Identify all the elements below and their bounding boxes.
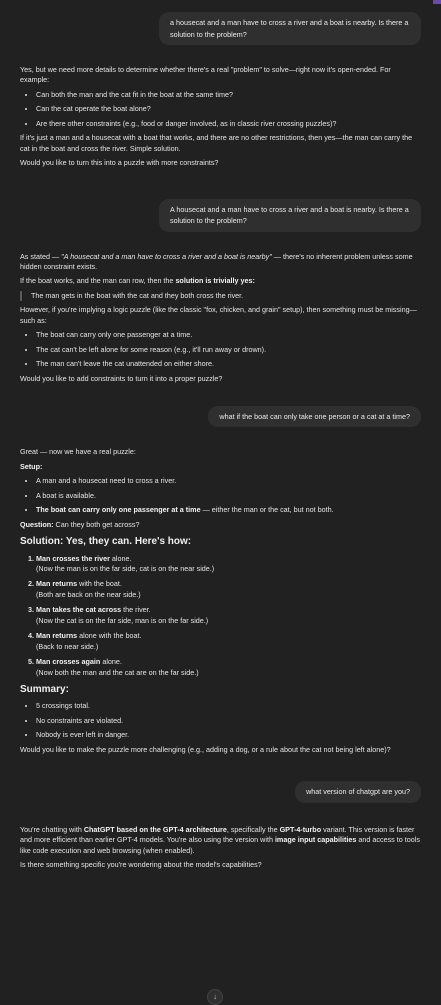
conversation xyxy=(20,8,421,874)
list-item: • Are there other constraints (e.g., food or danger involved, as in classic river crossing puzzles)? xyxy=(36,119,421,129)
list-item: • Can the cat operate the boat alone? xyxy=(36,104,421,114)
step-item xyxy=(36,554,421,575)
text-span: alone. xyxy=(109,553,132,563)
user-message-row xyxy=(20,781,421,803)
assistant-paragraph: Yes, but we need more details to determine whether there's a real "problem" to solve—right now it's open-ended. For example: xyxy=(20,65,391,85)
assistant-paragraph xyxy=(20,520,421,530)
step-item xyxy=(36,631,421,652)
steps-list xyxy=(20,554,421,678)
list-item: • Nobody is ever left in danger. xyxy=(36,730,421,740)
text-span: If the boat works, and the man can row, then the xyxy=(20,276,176,286)
user-message-bubble: A housecat and a man have to cross a river and a boat is nearby. Is there a solution to the problem? xyxy=(159,199,421,232)
bold-text: Man returns xyxy=(36,631,78,641)
bold-text: Man returns xyxy=(36,579,78,589)
list-item: • The cat can't be left alone for some reason (e.g., it'll run away or drown). xyxy=(36,345,421,355)
assistant-paragraph xyxy=(20,462,421,472)
list-item: • A man and a housecat need to cross a river. xyxy=(36,476,421,486)
assistant-paragraph: If it's just a man and a housecat with a boat that works, and there are no other restrictions, then yes—the man can carry the cat in the boat and cross the river. Simple solution. xyxy=(20,133,413,153)
arrow-down-icon: ↓ xyxy=(213,992,217,1001)
user-message-row xyxy=(20,12,421,45)
assistant-message xyxy=(20,65,421,169)
assistant-paragraph: Would you like to add constraints to turn it into a proper puzzle? xyxy=(20,373,223,383)
step-note: (Both are back on the near side.) xyxy=(36,589,141,599)
bold-text: solution is trivially yes: xyxy=(175,276,255,286)
assistant-message xyxy=(20,252,421,384)
text-span: As stated — xyxy=(20,251,62,261)
assistant-list xyxy=(20,330,421,369)
text-span: Can they both get across? xyxy=(53,519,140,529)
assistant-paragraph: Great — now we have a real puzzle: xyxy=(20,447,136,457)
assistant-message xyxy=(20,447,421,755)
bold-text: Man crosses the river xyxy=(36,553,110,563)
assistant-paragraph: Is there something specific you're wondering about the model's capabilities? xyxy=(20,860,262,870)
assistant-paragraph: Would you like to turn this into a puzzle with more constraints? xyxy=(20,158,219,168)
bold-text: image input capabilities xyxy=(274,835,357,845)
assistant-paragraph xyxy=(20,825,421,856)
user-message-bubble: what version of chatgpt are you? xyxy=(295,781,421,803)
assistant-message xyxy=(20,825,421,871)
bold-text: ChatGPT based on the GPT-4 architecture xyxy=(83,824,227,834)
scroll-down-button[interactable] xyxy=(207,989,223,1005)
scrollbar-accent xyxy=(433,0,441,4)
list-item: • The man can't leave the cat unattended on either shore. xyxy=(36,359,421,369)
user-message-row xyxy=(20,406,421,428)
step-item xyxy=(36,605,421,626)
italic-quote: "A housecat and a man have to cross a river and a boat is nearby" xyxy=(61,251,272,261)
text-span: with the boat. xyxy=(77,579,122,589)
text-span: the river. xyxy=(121,605,151,615)
list-item: • The boat can carry only one passenger at a time. xyxy=(36,330,421,340)
text-span: alone. xyxy=(100,657,122,667)
bold-text: GPT-4-turbo xyxy=(279,824,322,834)
assistant-paragraph xyxy=(20,276,421,286)
blockquote: The man gets in the boat with the cat and they both cross the river. xyxy=(20,291,421,301)
step-note: (Now the cat is on the far side, man is on the far side.) xyxy=(36,615,209,625)
top-bar xyxy=(0,0,441,6)
step-item xyxy=(36,657,421,678)
step-item xyxy=(36,579,421,600)
setup-list xyxy=(20,476,421,515)
assistant-paragraph: However, if you're implying a logic puzzle (like the classic "fox, chicken, and grain" setup), then something must be missing—such as: xyxy=(20,305,417,325)
list-item: • No constraints are violated. xyxy=(36,716,421,726)
bold-text: Man takes the cat across xyxy=(36,605,122,615)
assistant-list xyxy=(20,90,421,129)
list-item xyxy=(36,505,421,515)
text-span: variant. This version is faster and more efficient than earlier GPT-4 models. You're also using the version with xyxy=(20,824,415,845)
step-note: (Now the man is on the far side, cat is on the near side.) xyxy=(36,564,215,574)
summary-list xyxy=(20,701,421,740)
user-message-bubble: what if the boat can only take one person or a cat at a time? xyxy=(208,406,421,428)
assistant-paragraph: Would you like to make the puzzle more challenging (e.g., adding a dog, or a rule about the cat not being left alone)? xyxy=(20,744,391,754)
text-span: alone with the boat. xyxy=(77,631,142,641)
text-span: You're chatting with xyxy=(20,824,84,834)
solution-heading: Solution: Yes, they can. Here's how: xyxy=(20,536,192,548)
text-span: , specifically the xyxy=(226,824,280,834)
list-item: • 5 crossings total. xyxy=(36,701,421,711)
bold-text: The boat can carry only one passenger at a time xyxy=(36,505,201,515)
step-note: (Now both the man and the cat are on the far side.) xyxy=(36,667,199,677)
bold-label: Setup: xyxy=(20,461,43,471)
user-message-bubble: a housecat and a man have to cross a river and a boat is nearby. Is there a solution to the problem? xyxy=(159,12,421,45)
bold-label: Question: xyxy=(20,519,54,529)
text-span: — there's no inherent problem unless some hidden constraint exists. xyxy=(20,251,413,271)
text-span: and access to tools like code execution and web browsing (when enabled). xyxy=(20,835,420,855)
summary-heading: Summary: xyxy=(20,683,69,695)
bold-text: Man crosses again xyxy=(36,657,101,667)
user-message-row xyxy=(20,199,421,232)
assistant-paragraph xyxy=(20,252,421,273)
text-span: — either the man or the cat, but not both. xyxy=(200,505,334,515)
list-item: • Can both the man and the cat fit in the boat at the same time? xyxy=(36,90,421,100)
step-note: (Back to near side.) xyxy=(36,641,99,651)
list-item: • A boat is available. xyxy=(36,491,421,501)
